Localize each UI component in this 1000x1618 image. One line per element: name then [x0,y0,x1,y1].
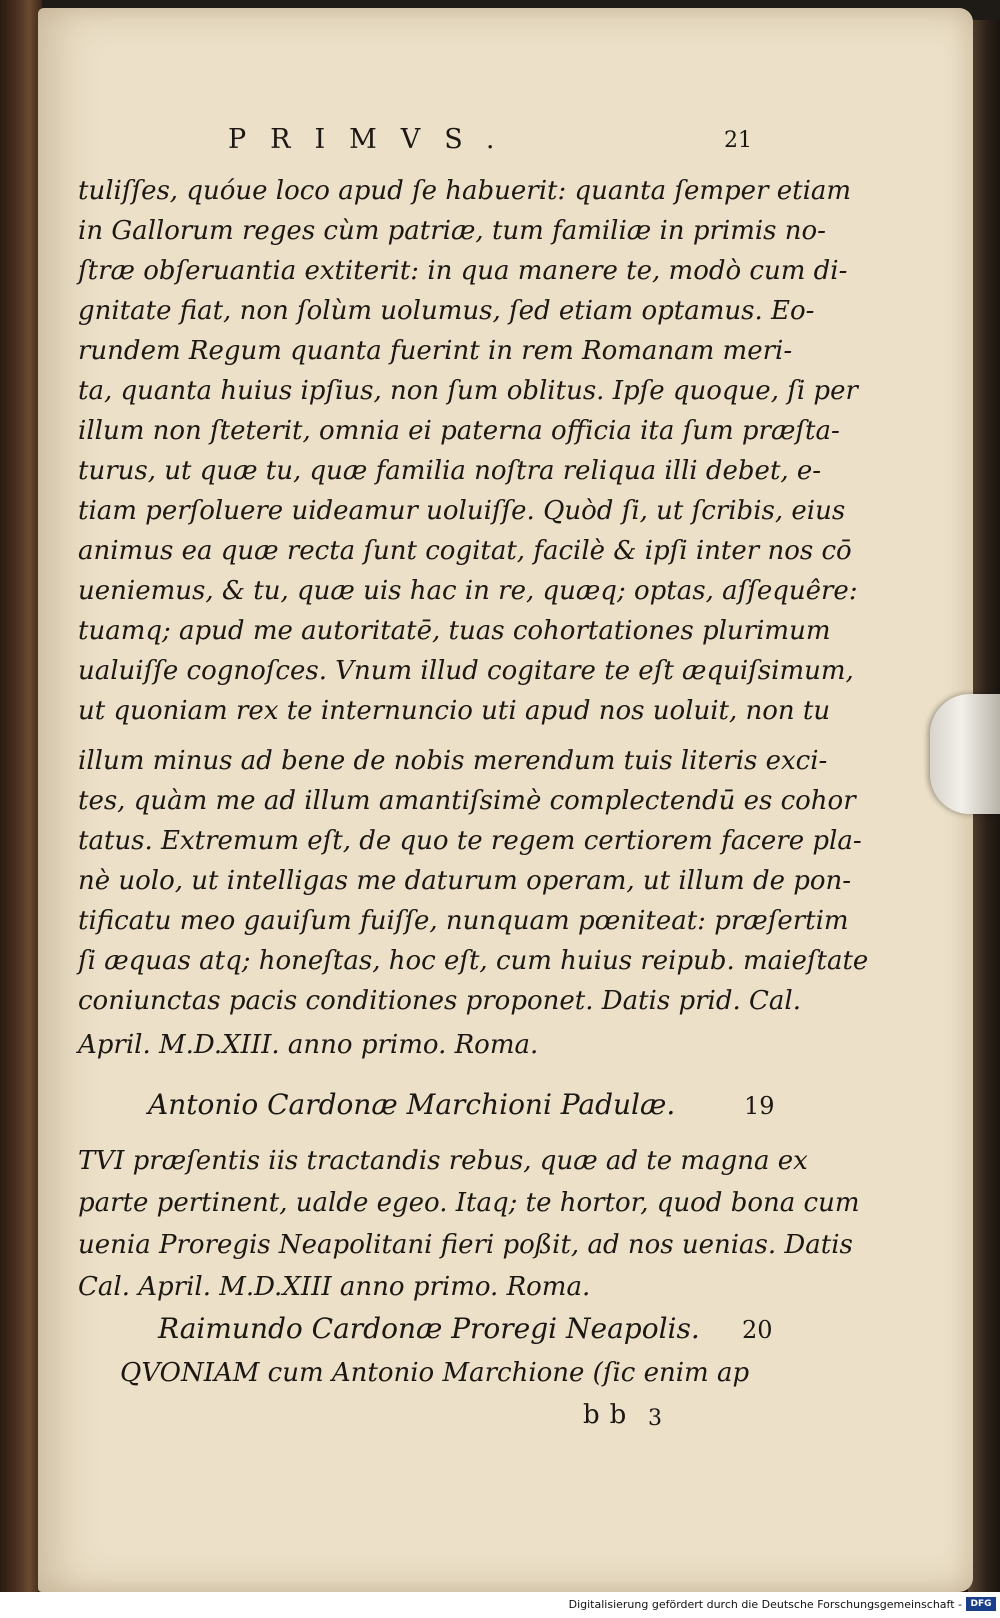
text-line: TVI præſentis iis tractandis rebus, quæ ad te magna ex [78,1146,808,1176]
text-line: gnitate fiat, non ſolùm uolumus, ſed etiam optamus. Eo- [78,296,815,326]
text-line: Cal. April. M.D.XIII anno primo. Roma. [78,1272,591,1302]
running-head: PRIMVS. [228,124,519,155]
text-line: parte pertinent, ualde egeo. Itaq; te hortor, quod bona cum [78,1188,860,1218]
text-line: tiam perſoluere uideamur uoluiſſe. Quòd ſi, ut ſcribis, eius [78,496,846,526]
text-line: rundem Regum quanta fuerint in rem Romanam meri- [78,336,793,366]
text-line: ta, quanta huius ipſius, non ſum oblitus. Ipſe quoque, ſi per [78,376,858,406]
text-line: tuliſſes, quóue loco apud ſe habuerit: quanta ſemper etiam [78,176,852,206]
letter-heading: Antonio Cardonæ Marchioni Padulæ. [148,1088,676,1121]
text-line: QVONIAM cum Antonio Marchione (ſic enim ap [120,1358,750,1388]
letter-heading: Raimundo Cardonæ Proregi Neapolis. [158,1312,700,1345]
text-line: illum minus ad bene de nobis merendum tuis literis exci- [78,746,828,776]
text-line: animus ea quæ recta ſunt cogitat, facilè & ipſi inter nos cō [78,536,852,566]
signature-letters: bb [583,1400,637,1430]
dfg-logo: DFG [966,1597,996,1611]
signature-number: 3 [648,1406,662,1431]
text-line: turus, ut quæ tu, quæ familia noſtra reliqua illi debet, e- [78,456,822,486]
text-line: in Gallorum reges cùm patriæ, tum familiæ in primis no- [78,216,826,246]
text-line: nè uolo, ut intelligas me daturum operam, ut illum de pon- [78,866,852,896]
letter-number: 20 [742,1316,773,1344]
text-line: tatus. Extremum eſt, de quo te regem certiorem facere pla- [78,826,862,856]
text-line: tificatu meo gauiſum fuiſſe, nunquam pœniteat: præſertim [78,906,849,936]
page-header [228,124,768,164]
text-line: uenia Proregis Neapolitani fieri poßit, ad nos uenias. Datis [78,1230,853,1260]
text-line: April. M.D.XIII. anno primo. Roma. [78,1030,539,1060]
book-page-edges-left [0,0,42,1592]
text-line: coniunctas pacis conditiones proponet. Datis prid. Cal. [78,986,801,1016]
text-line: ſi æquas atq; honeſtas, hoc eſt, cum huius reipub. maieſtate [78,946,869,976]
text-line: ualuiſſe cognoſces. Vnum illud cogitare te eſt æquiſsimum, [78,656,854,686]
digitization-credit: Digitalisierung gefördert durch die Deutsche Forschungsgemeinschaft - [568,1598,962,1611]
text-line: tes, quàm me ad illum amantiſsimè complectendū es cohor [78,786,856,816]
text-line: ſtræ obſeruantia extiterit: in qua manere te, modò cum di- [78,256,848,286]
text-line: illum non ſteterit, omnia ei paterna officia ita ſum præſta- [78,416,840,446]
text-line: tuamq; apud me autoritatē, tuas cohortationes plurimum [78,616,831,646]
text-line: ueniemus, & tu, quæ uis hac in re, quæq; optas, aſſequêre: [78,576,858,606]
page-number: 21 [724,128,752,153]
text-line: ut quoniam rex te internuncio uti apud nos uoluit, non tu [78,696,831,726]
page-clip [930,694,1000,814]
letter-number: 19 [744,1092,775,1120]
